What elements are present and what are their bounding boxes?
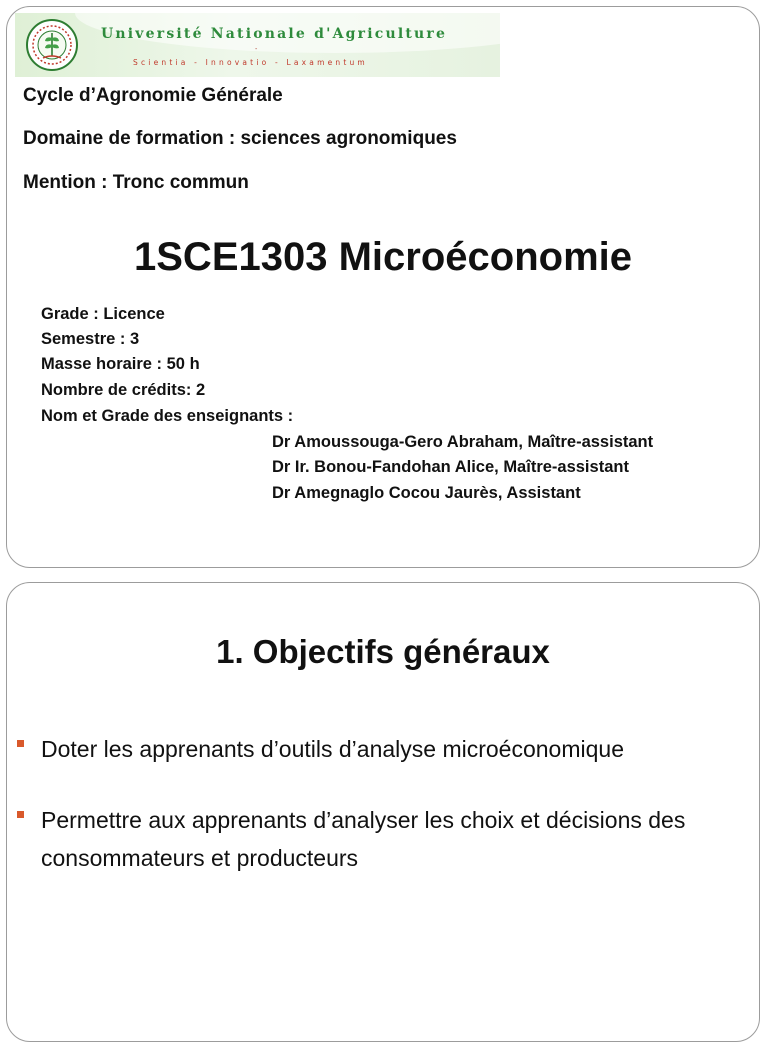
bullet-text: Doter les apprenants d’outils d’analyse microéconomique (41, 736, 624, 762)
cycle-line: Cycle d’Agronomie Générale (23, 85, 283, 106)
grade-line: Grade : Licence (41, 305, 165, 323)
university-logo-icon (25, 18, 79, 72)
domaine-line: Domaine de formation : sciences agronomiques (23, 128, 457, 149)
university-motto: Scientia - Innovatio - Laxamentum (133, 58, 368, 67)
credits-line: Nombre de crédits: 2 (41, 381, 206, 399)
university-name: Université Nationale d'Agriculture (101, 26, 448, 42)
bullet-text: Permettre aux apprenants d’analyser les choix et décisions des consommateurs et producteurs (41, 807, 686, 871)
section-title: 1. Objectifs généraux (216, 633, 550, 670)
masse-horaire-line: Masse horaire : 50 h (41, 355, 200, 373)
slide-cover (6, 6, 760, 568)
teachers-heading: Nom et Grade des enseignants : (41, 407, 294, 425)
teacher-item: Dr Amegnaglo Cocou Jaurès, Assistant (272, 484, 581, 502)
mention-line: Mention : Tronc commun (23, 172, 249, 193)
course-title: 1SCE1303 Microéconomie (134, 235, 632, 279)
university-banner (15, 13, 500, 77)
teacher-item: Dr Ir. Bonou-Fandohan Alice, Maître-assistant (272, 458, 629, 476)
banner-dash: - (255, 46, 258, 53)
square-bullet-icon (17, 811, 24, 818)
semestre-line: Semestre : 3 (41, 330, 140, 348)
square-bullet-icon (17, 740, 24, 747)
teacher-item: Dr Amoussouga-Gero Abraham, Maître-assistant (272, 433, 654, 451)
slide-objectives (6, 582, 760, 1042)
